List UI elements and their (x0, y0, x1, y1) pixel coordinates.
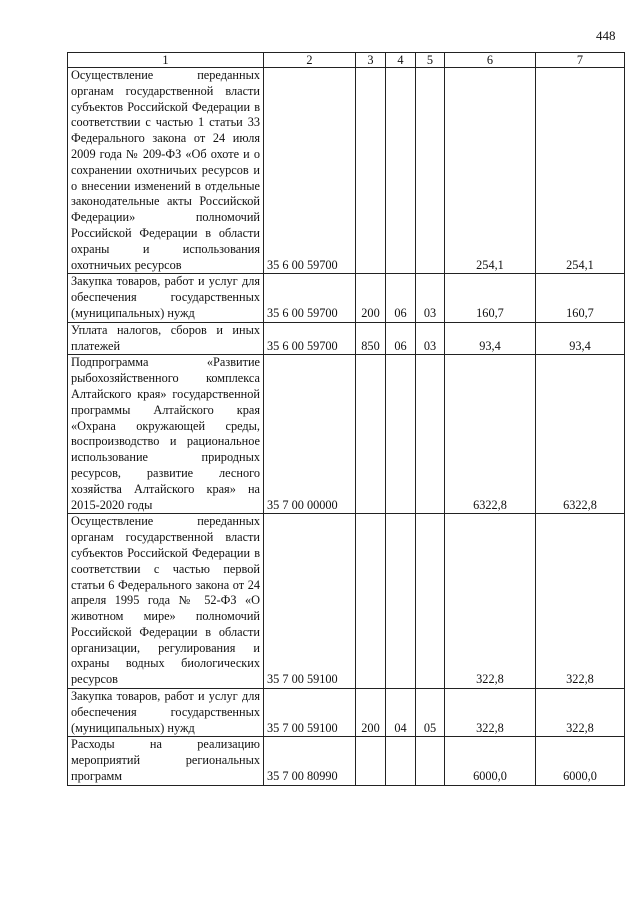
column-header-1: 1 (68, 53, 264, 68)
row-col5: 03 (416, 274, 445, 322)
row-col5: 03 (416, 322, 445, 355)
row-col4 (386, 514, 416, 689)
row-name: Закупка товаров, работ и услуг для обеспечения государственных (муниципальных) нужд (68, 274, 264, 322)
row-col6: 254,1 (445, 68, 536, 274)
row-col3 (356, 514, 386, 689)
row-name: Уплата налогов, сборов и иных платежей (68, 322, 264, 355)
row-col3: 850 (356, 322, 386, 355)
table-row (68, 737, 625, 785)
header-row (68, 53, 625, 68)
row-col5 (416, 68, 445, 274)
row-col6: 322,8 (445, 514, 536, 689)
row-code: 35 7 00 80990 (264, 737, 356, 785)
column-header-6: 6 (445, 53, 536, 68)
row-col4 (386, 737, 416, 785)
row-code: 35 7 00 59100 (264, 514, 356, 689)
row-code: 35 6 00 59700 (264, 274, 356, 322)
row-code: 35 6 00 59700 (264, 68, 356, 274)
column-header-3: 3 (356, 53, 386, 68)
row-col3: 200 (356, 274, 386, 322)
row-code: 35 6 00 59700 (264, 322, 356, 355)
column-header-4: 4 (386, 53, 416, 68)
row-col7: 160,7 (536, 274, 625, 322)
row-col6: 160,7 (445, 274, 536, 322)
row-col3 (356, 355, 386, 514)
row-col7: 322,8 (536, 514, 625, 689)
row-col7: 322,8 (536, 689, 625, 737)
row-col4 (386, 68, 416, 274)
table-row (68, 689, 625, 737)
row-code: 35 7 00 00000 (264, 355, 356, 514)
row-col4: 04 (386, 689, 416, 737)
row-col4 (386, 355, 416, 514)
budget-table (67, 52, 625, 786)
row-col6: 6000,0 (445, 737, 536, 785)
row-name: Осуществление переданных органам государственной власти субъектов Российской Федерации в соответствии с частью первой статьи 6 Федерального закона от 24 апреля 1995 года № 52-ФЗ «О животном мире» полномочий Российской Федерации в области организации, регулирования и охраны водных биологических ресурсов (68, 514, 264, 689)
column-header-7: 7 (536, 53, 625, 68)
row-name: Подпрограмма «Развитие рыбохозяйственного комплекса Алтайского края» государственной программы Алтайского края «Охрана окружающей среды, воспроизводство и рациональное использование природных ресурсов, развитие лесного хозяйства Алтайского края» на 2015-2020 годы (68, 355, 264, 514)
row-col6: 93,4 (445, 322, 536, 355)
row-col7: 93,4 (536, 322, 625, 355)
table-row (68, 355, 625, 514)
row-col5 (416, 737, 445, 785)
row-col4: 06 (386, 322, 416, 355)
row-col7: 254,1 (536, 68, 625, 274)
row-code: 35 7 00 59100 (264, 689, 356, 737)
column-header-5: 5 (416, 53, 445, 68)
row-name: Расходы на реализацию мероприятий региональных программ (68, 737, 264, 785)
row-col5 (416, 355, 445, 514)
row-col5 (416, 514, 445, 689)
column-header-2: 2 (264, 53, 356, 68)
row-name: Закупка товаров, работ и услуг для обеспечения государственных (муниципальных) нужд (68, 689, 264, 737)
row-col6: 6322,8 (445, 355, 536, 514)
row-col3 (356, 737, 386, 785)
row-col5: 05 (416, 689, 445, 737)
table-row (68, 274, 625, 322)
table-row (68, 322, 625, 355)
row-col7: 6322,8 (536, 355, 625, 514)
row-col3: 200 (356, 689, 386, 737)
row-col7: 6000,0 (536, 737, 625, 785)
row-name: Осуществление переданных органам государственной власти субъектов Российской Федерации в соответствии с частью 1 статьи 33 Федерального закона от 24 июля 2009 года № 209-ФЗ «Об охоте и о сохранении охотничьих ресурсов и о внесении изменений в отдельные законодательные акты Российской Федерации» полномочий Российской Федерации в области охраны и использования охотничьих ресурсов (68, 68, 264, 274)
page-number: 448 (596, 28, 616, 43)
table-row (68, 514, 625, 689)
row-col3 (356, 68, 386, 274)
table-row (68, 68, 625, 274)
row-col6: 322,8 (445, 689, 536, 737)
row-col4: 06 (386, 274, 416, 322)
